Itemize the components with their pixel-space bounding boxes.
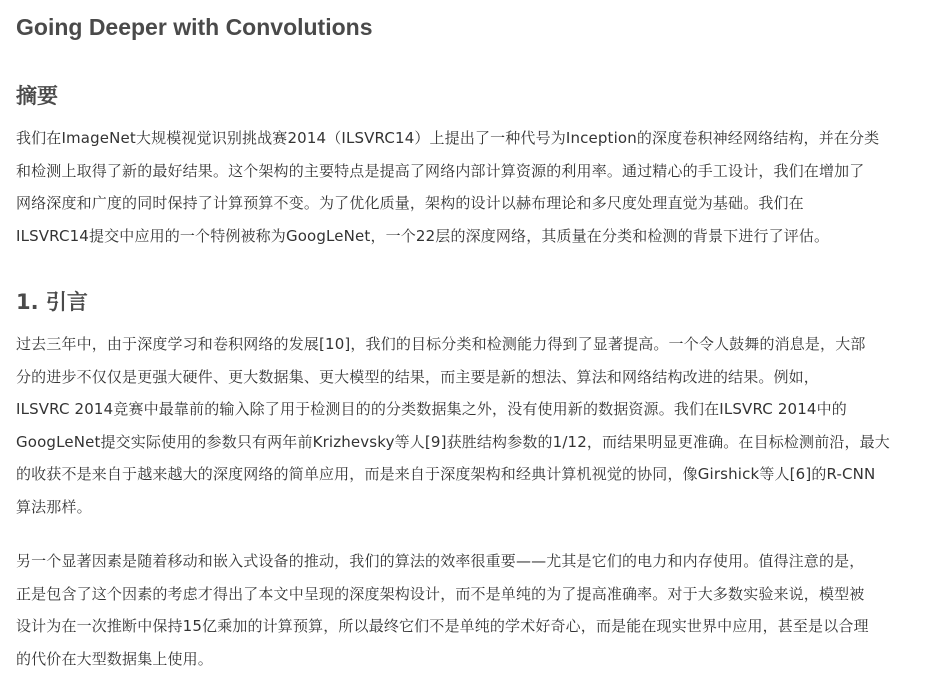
paragraph-line: 的收获不是来自于越来越大的深度网络的简单应用，而是来自于深度架构和经典计算机视觉的协同，像Girshick等人[6]的R-CNN — [16, 465, 876, 483]
section-heading-introduction: 1. 引言 — [16, 290, 88, 314]
paragraph-line: 的代价在大型数据集上使用。 — [16, 649, 213, 668]
introduction-paragraph-1 — [16, 328, 916, 523]
paragraph-line: 设计为在一次推断中保持15亿乘加的计算预算，所以最终它们不是单纯的学术好奇心，而是能在现实世界中应用，甚至是以合理 — [16, 617, 869, 635]
paragraph-line: 我们在ImageNet大规模视觉识别挑战赛2014（ILSVRC14）上提出了一种代号为Inception的深度卷积神经网络结构，并在分类 — [16, 129, 880, 147]
paragraph-line: 网络深度和广度的同时保持了计算预算不变。为了优化质量，架构的设计以赫布理论和多尺度处理直觉为基础。我们在 — [16, 194, 804, 212]
paragraph-line: GoogLeNet提交实际使用的参数只有两年前Krizhevsky等人[9]获胜结构参数的1/12，而结果明显更准确。在目标检测前沿，最大 — [16, 432, 890, 451]
introduction-paragraph-2 — [16, 545, 916, 675]
page-title: Going Deeper with Convolutions — [16, 14, 373, 40]
paragraph-line: 过去三年中，由于深度学习和卷积网络的发展[10]，我们的目标分类和检测能力得到了显著提高。一个令人鼓舞的消息是，大部 — [16, 335, 866, 353]
paragraph-line: 算法那样。 — [16, 497, 92, 516]
section-heading-abstract: 摘要 — [16, 84, 58, 108]
paragraph-line: 和检测上取得了新的最好结果。这个架构的主要特点是提高了网络内部计算资源的利用率。通过精心的手工设计，我们在增加了 — [16, 161, 865, 180]
abstract-paragraph — [16, 122, 916, 252]
paragraph-line: 另一个显著因素是随着移动和嵌入式设备的推动，我们的算法的效率很重要——尤其是它们的电力和内存使用。值得注意的是， — [16, 552, 865, 570]
paragraph-line: ILSVRC 2014竞赛中最靠前的输入除了用于检测目的的分类数据集之外，没有使用新的数据资源。我们在ILSVRC 2014中的 — [16, 400, 847, 418]
paragraph-line: ILSVRC14提交中应用的一个特例被称为GoogLeNet，一个22层的深度网络，其质量在分类和检测的背景下进行了评估。 — [16, 226, 830, 245]
paragraph-line: 分的进步不仅仅是更强大硬件、更大数据集、更大模型的结果，而主要是新的想法、算法和网络结构改进的结果。例如， — [16, 367, 819, 386]
paragraph-line: 正是包含了这个因素的考虑才得出了本文中呈现的深度架构设计，而不是单纯的为了提高准确率。对于大多数实验来说，模型被 — [16, 584, 865, 603]
